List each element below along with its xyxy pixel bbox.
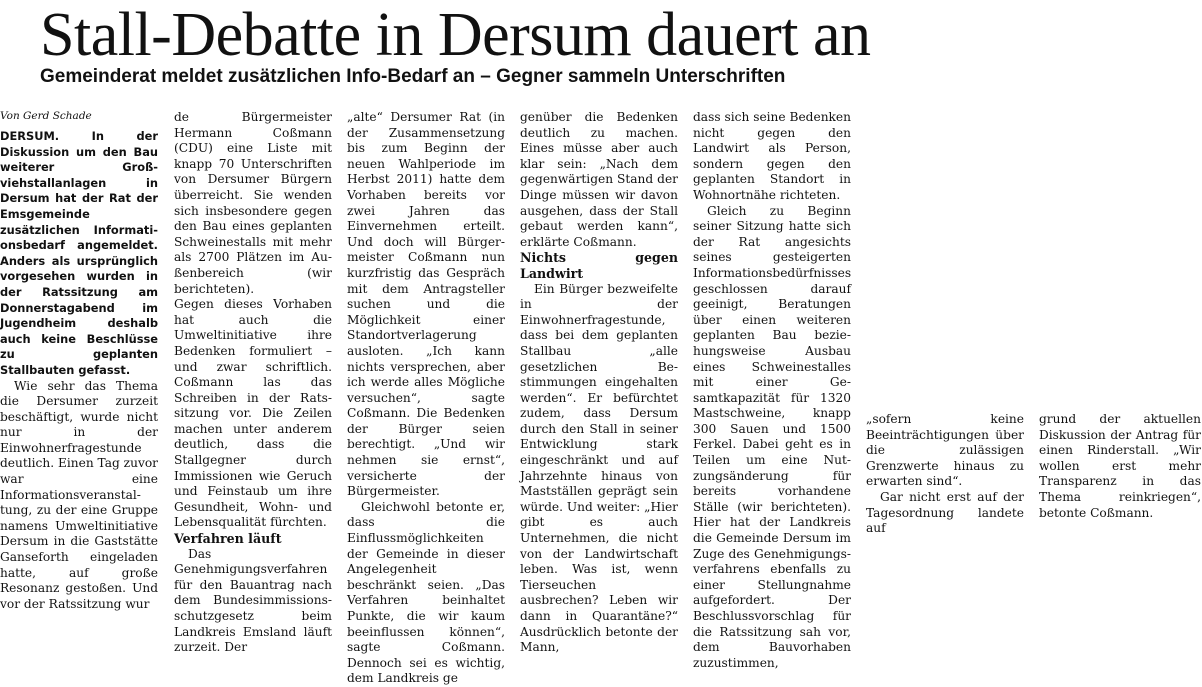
column-3 xyxy=(347,110,505,687)
paragraph: Gleich zu Beginn seiner Sitzung hatte sich der Rat angesichts seines gesteigerten Informationsbedürfnisses geschlossen darauf geeinigt, Beratungen über einen weiteren geplanten Bau beziehungsweise Ausbau eines Schweinestalles mit einer Gesamtkapazität für 1320 Mastschweine, knapp 300 Sauen und 1500 Ferkel. Dabei geht es in Teilen um eine Nutzungsänderung für bereits vorhandene Ställe (wir berichteten). Hier hat der Landkreis die Gemeinde Dersum im Zuge des Genehmigungsverfahrens ebenfalls zu einer Stellungnahme aufgefordert. Der Beschlussvorschlag für die Ratssitzung sah vor, dem Bauvorhaben zuzustimmen, xyxy=(693,203,852,670)
column-6 xyxy=(866,412,1024,537)
lead-paragraph: DERSUM. In der Diskussion um den Bau weiterer Großviehstallanlagen in Dersum hat der Rat der Emsgemeinde zusätzlichen Informationsbedarf angemeldet. Anders als ursprünglich vorgesehen wurden in der Ratssitzung am Donnerstagabend im Jugendheim deshalb auch keine Beschlüsse zu geplanten Stallbauten gefasst. xyxy=(0,129,158,377)
paragraph: Wie sehr das Thema die Dersumer zurzeit beschäftigt, wurde nicht nur in der Einwohnerfragestunde deutlich. Einen Tag zuvor war eine Informationsveranstaltung, zu der eine Gruppe namens Umweltinitiative Dersum in die Gaststätte Ganseforth eingeladen hatte, auf große Resonanz gestoßen. Und vor der Ratssitzung wur xyxy=(0,378,159,611)
column-2 xyxy=(174,110,332,656)
paragraph: Gleichwohl betonte er, dass die Einflussmöglichkeiten der Gemeinde in dieser Angelegenheit beschränkt seien. „Das Verfahren beinhaltet Punkte, die wir kaum beeinflussen können“, sagte Coßmann. Dennoch sei es wichtig, dem Landkreis ge xyxy=(347,499,505,686)
subheadline: Gemeinderat meldet zusätzlichen Info-Bedarf an – Gegner sammeln Unterschriften xyxy=(40,66,786,87)
paragraph: Gar nicht erst auf der Tagesordnung landete auf xyxy=(866,489,1024,536)
paragraph: dass sich seine Bedenken nicht gegen den Landwirt als Person, sondern gegen den geplanten Standort in Wohnortnähe richteten. xyxy=(693,110,851,202)
headline: Stall-Debatte in Dersum dauert an xyxy=(40,1,871,69)
paragraph: „sofern keine Beeinträchtigungen über die zulässigen Grenzwerte hinaus zu erwarten sind“. xyxy=(866,412,1024,489)
paragraph: Das Genehmigungsverfahren für den Bauantrag nach dem Bundesimmissionsschutzgesetz beim Landkreis Emsland läuft zurzeit. Der xyxy=(174,546,332,655)
subheading-verfahren: Verfahren läuft xyxy=(174,531,282,547)
column-4 xyxy=(520,110,678,656)
column-5 xyxy=(693,110,851,671)
subheading-landwirt: Nichts gegen Landwirt xyxy=(520,250,678,281)
paragraph: „alte“ Dersumer Rat (in der Zusammensetzung bis zum Beginn der neuen Wahlperiode im Herbst 2011) hatte dem Vorhaben bereits vor zwei Jahren das Einvernehmen erteilt. Und doch will Bürgermeister Coßmann nun kurzfristig das Gespräch mit dem Antragsteller suchen und die Möglichkeit einer Standortverlagerung ausloten. „Ich kann nichts versprechen, aber ich werde alles Mögliche versuchen“, sagte Coßmann. Die Bedenken der Bürger seien berechtigt. „Und wir nehmen sie ernst“, versicherte der Bürgermeister. xyxy=(347,110,505,499)
paragraph: de Bürgermeister Hermann Coßmann (CDU) eine Liste mit knapp 70 Unterschriften von Dersumer Bürgern überreicht. Sie wenden sich insbesondere gegen den Bau eines geplanten Schweinestalls mit mehr als 2700 Plätzen im Außenbereich (wir berichteten). xyxy=(174,110,332,296)
byline: Von Gerd Schade xyxy=(0,110,92,122)
paragraph: grund der aktuellen Diskussion der Antrag für einen Rinderstall. „Wir wollen erst mehr Transparenz in das Thema reinkriegen“, betonte Coßmann. xyxy=(1039,412,1201,520)
column-1 xyxy=(0,110,158,612)
paragraph: Gegen dieses Vorhaben hat auch die Umweltinitiative ihre Bedenken formuliert – und zwar schriftlich. Coßmann las das Schreiben in der Ratssitzung vor. Die Zeilen machen unter anderem deutlich, dass die Stallgegner durch Immissionen wie Geruch und Feinstaub um ihre Gesundheit, Wohn- und Lebensqualität fürchten. xyxy=(174,297,332,530)
paragraph: genüber die Bedenken deutlich zu machen. Eines müsse aber auch klar sein: „Nach dem gegenwärtigen Stand der Dinge müssen wir davon ausgehen, dass der Stall gebaut werden kann“, erklärte Coßmann. xyxy=(520,110,678,249)
paragraph: Ein Bürger bezweifelte in der Einwohnerfragestunde, dass bei dem geplanten Stallbau „alle gesetzlichen Bestimmungen eingehalten werden“. Er befürchtet zudem, dass Dersum durch den Stall in seiner Entwicklung stark eingeschränkt und auf Jahrzehnte hinaus von Mastställen geprägt sein würde. Und weiter: „Hier gibt es auch Unternehmen, die nicht von der Landwirtschaft leben. Was ist, wenn Tierseuchen ausbrechen? Leben wir dann in Quarantäne?“ Ausdrücklich betonte der Mann, xyxy=(520,281,679,655)
column-7 xyxy=(1039,412,1201,521)
